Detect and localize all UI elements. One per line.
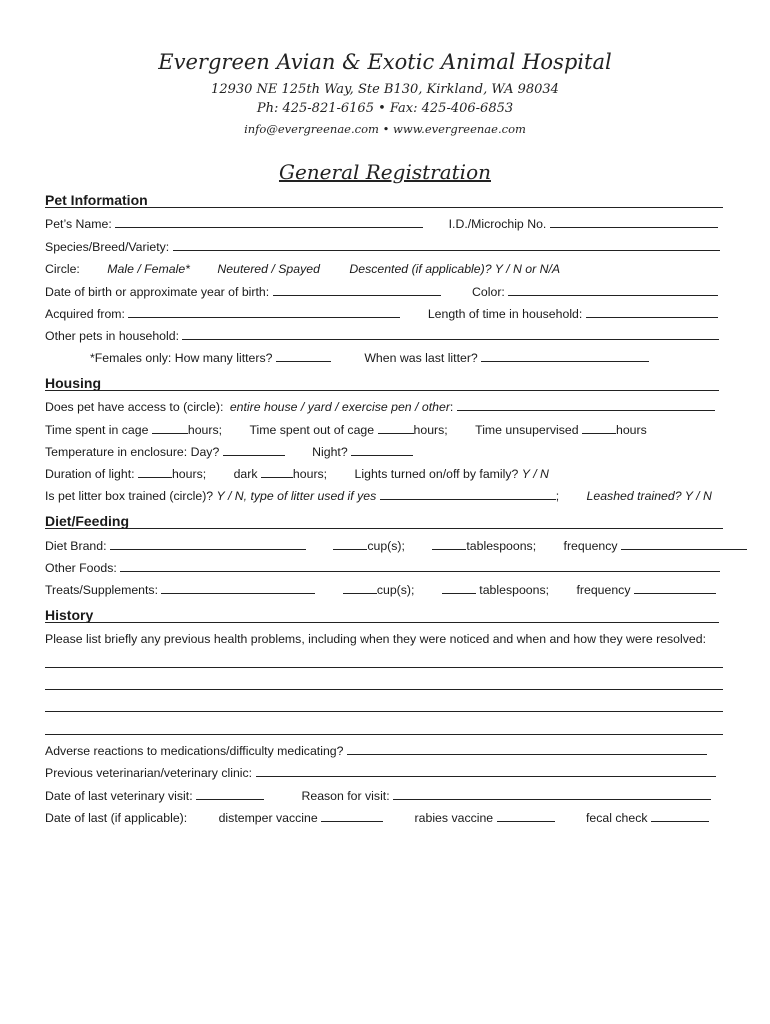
other-pets-row bbox=[45, 328, 719, 344]
prev-vet-row bbox=[45, 765, 716, 781]
litter-row bbox=[45, 488, 712, 504]
duration-label: Duration of light: bbox=[45, 467, 135, 481]
cups-field[interactable] bbox=[333, 538, 367, 550]
fecal-label: fecal check bbox=[586, 811, 648, 825]
treats-row bbox=[45, 582, 716, 598]
tablespoons-label: tablespoons; bbox=[466, 539, 537, 553]
tablespoons-field[interactable] bbox=[442, 582, 476, 594]
fecal-field[interactable] bbox=[651, 810, 709, 822]
treats-label: Treats/Supplements: bbox=[45, 583, 159, 597]
history-line-4[interactable] bbox=[45, 734, 723, 735]
acquired-row bbox=[45, 306, 718, 322]
length-time-label: Length of time in household: bbox=[427, 307, 583, 321]
hours-label: hours bbox=[616, 423, 647, 437]
species-label: Species/Breed/Variety: bbox=[45, 240, 170, 254]
microchip-label: I.D./Microchip No. bbox=[448, 217, 547, 231]
distemper-field[interactable] bbox=[321, 810, 383, 822]
time-unsup-field[interactable] bbox=[582, 422, 616, 434]
frequency-label: frequency bbox=[576, 583, 631, 597]
section-rule bbox=[45, 390, 719, 391]
acquired-field[interactable] bbox=[128, 306, 400, 318]
hospital-phone-fax: Ph: 425-821-6165 • Fax: 425-406-6853 bbox=[256, 101, 514, 116]
section-heading-diet: Diet/Feeding bbox=[45, 513, 130, 529]
females-only-label: *Females only: How many litters? bbox=[90, 351, 273, 365]
diet-brand-label: Diet Brand: bbox=[45, 539, 107, 553]
litter-semicolon: ; bbox=[555, 489, 560, 503]
temp-row bbox=[45, 444, 413, 460]
history-line-1[interactable] bbox=[45, 667, 723, 668]
section-rule bbox=[45, 207, 723, 208]
access-field[interactable] bbox=[457, 399, 715, 411]
adverse-row bbox=[45, 743, 707, 759]
light-row bbox=[45, 466, 549, 482]
last-visit-field[interactable] bbox=[196, 788, 264, 800]
temp-label: Temperature in enclosure: Day? bbox=[45, 445, 220, 459]
cups-label: cup(s); bbox=[367, 539, 405, 553]
litter-options[interactable]: Y / N, type of litter used if yes bbox=[216, 489, 377, 503]
dob-row bbox=[45, 284, 718, 300]
neutered-options[interactable]: Neutered / Spayed bbox=[217, 262, 320, 276]
species-field[interactable] bbox=[173, 239, 720, 251]
last-visit-row bbox=[45, 788, 711, 804]
hours-label: hours; bbox=[292, 467, 328, 481]
color-label: Color: bbox=[472, 285, 505, 299]
hours-label: hours; bbox=[187, 423, 223, 437]
diet-brand-field[interactable] bbox=[110, 538, 306, 550]
access-colon: : bbox=[449, 400, 454, 414]
temp-night-field[interactable] bbox=[351, 444, 413, 456]
section-heading-history: History bbox=[45, 607, 94, 623]
dark-label: dark bbox=[233, 467, 258, 481]
adverse-label: Adverse reactions to medications/difficulty medicating? bbox=[45, 744, 344, 758]
females-row bbox=[90, 350, 649, 366]
history-instructions: Please list briefly any previous health problems, including when they were noticed and when and how they were resolved: bbox=[45, 632, 706, 646]
other-foods-label: Other Foods: bbox=[45, 561, 117, 575]
adverse-field[interactable] bbox=[347, 743, 707, 755]
rabies-field[interactable] bbox=[497, 810, 555, 822]
date-last-label: Date of last (if applicable): bbox=[45, 811, 188, 825]
hours-label: hours; bbox=[413, 423, 448, 437]
hospital-address: 12930 NE 125th Way, Ste B130, Kirkland, WA 98034 bbox=[211, 82, 559, 97]
sex-options[interactable]: Male / Female* bbox=[107, 262, 190, 276]
lights-label: Lights turned on/off by family? bbox=[354, 467, 519, 481]
reason-label: Reason for visit: bbox=[301, 789, 390, 803]
lights-options[interactable]: Y / N bbox=[521, 467, 549, 481]
form-title: General Registration bbox=[278, 160, 491, 184]
circle-row bbox=[45, 261, 560, 277]
section-rule bbox=[45, 622, 719, 623]
temp-day-field[interactable] bbox=[223, 444, 285, 456]
hours-label: hours; bbox=[171, 467, 207, 481]
litter-field[interactable] bbox=[380, 488, 556, 500]
night-label: Night? bbox=[312, 445, 348, 459]
prev-vet-field[interactable] bbox=[256, 765, 716, 777]
access-row bbox=[45, 399, 715, 415]
color-field[interactable] bbox=[508, 284, 718, 296]
pets-name-field[interactable] bbox=[115, 216, 423, 228]
litter-label: Is pet litter box trained (circle)? bbox=[45, 489, 214, 503]
distemper-label: distemper vaccine bbox=[218, 811, 318, 825]
dob-label: Date of birth or approximate year of birth: bbox=[45, 285, 270, 299]
frequency-field[interactable] bbox=[621, 538, 747, 550]
other-foods-row bbox=[45, 560, 720, 576]
length-time-field[interactable] bbox=[586, 306, 718, 318]
date-last-row bbox=[45, 810, 709, 826]
time-unsup-label: Time unsupervised bbox=[475, 423, 579, 437]
hospital-name: Evergreen Avian & Exotic Animal Hospital bbox=[158, 50, 612, 74]
leashed-options[interactable]: Leashed trained? Y / N bbox=[586, 489, 712, 503]
dob-field[interactable] bbox=[273, 284, 441, 296]
frequency-label: frequency bbox=[563, 539, 618, 553]
time-out-field[interactable] bbox=[378, 422, 414, 434]
access-label: Does pet have access to (circle): bbox=[45, 400, 224, 414]
cups-field[interactable] bbox=[343, 582, 377, 594]
reason-field[interactable] bbox=[393, 788, 711, 800]
time-out-label: Time spent out of cage bbox=[249, 423, 375, 437]
last-litter-label: When was last litter? bbox=[364, 351, 478, 365]
litters-field[interactable] bbox=[276, 350, 331, 362]
history-line-3[interactable] bbox=[45, 711, 723, 712]
hospital-email-web: info@evergreenae.com • www.evergreenae.com bbox=[244, 122, 526, 136]
duration-field[interactable] bbox=[138, 466, 172, 478]
rabies-label: rabies vaccine bbox=[414, 811, 494, 825]
descented-options[interactable]: Descented (if applicable)? Y / N or N/A bbox=[349, 262, 561, 276]
section-rule bbox=[45, 528, 723, 529]
other-foods-field[interactable] bbox=[120, 560, 720, 572]
dark-field[interactable] bbox=[261, 466, 293, 478]
other-pets-label: Other pets in household: bbox=[45, 329, 179, 343]
pets-name-row bbox=[45, 216, 718, 232]
time-row bbox=[45, 422, 647, 438]
tablespoons-label: tablespoons; bbox=[479, 583, 550, 597]
pets-name-label: Pet’s Name: bbox=[45, 217, 112, 231]
last-litter-field[interactable] bbox=[481, 350, 649, 362]
section-heading-pet-info: Pet Information bbox=[45, 192, 148, 208]
species-row bbox=[45, 239, 720, 255]
tablespoons-field[interactable] bbox=[432, 538, 466, 550]
other-pets-field[interactable] bbox=[182, 328, 719, 340]
time-cage-label: Time spent in cage bbox=[45, 423, 149, 437]
prev-vet-label: Previous veterinarian/veterinary clinic: bbox=[45, 766, 253, 780]
history-line-2[interactable] bbox=[45, 689, 723, 690]
time-cage-field[interactable] bbox=[152, 422, 188, 434]
last-visit-label: Date of last veterinary visit: bbox=[45, 789, 193, 803]
cups-label: cup(s); bbox=[376, 583, 415, 597]
acquired-label: Acquired from: bbox=[45, 307, 125, 321]
circle-label: Circle: bbox=[45, 262, 80, 276]
microchip-field[interactable] bbox=[550, 216, 718, 228]
access-options[interactable]: entire house / yard / exercise pen / other bbox=[229, 400, 450, 414]
diet-brand-row bbox=[45, 538, 747, 554]
section-heading-housing: Housing bbox=[45, 375, 101, 391]
frequency-field[interactable] bbox=[634, 582, 716, 594]
treats-field[interactable] bbox=[161, 582, 315, 594]
